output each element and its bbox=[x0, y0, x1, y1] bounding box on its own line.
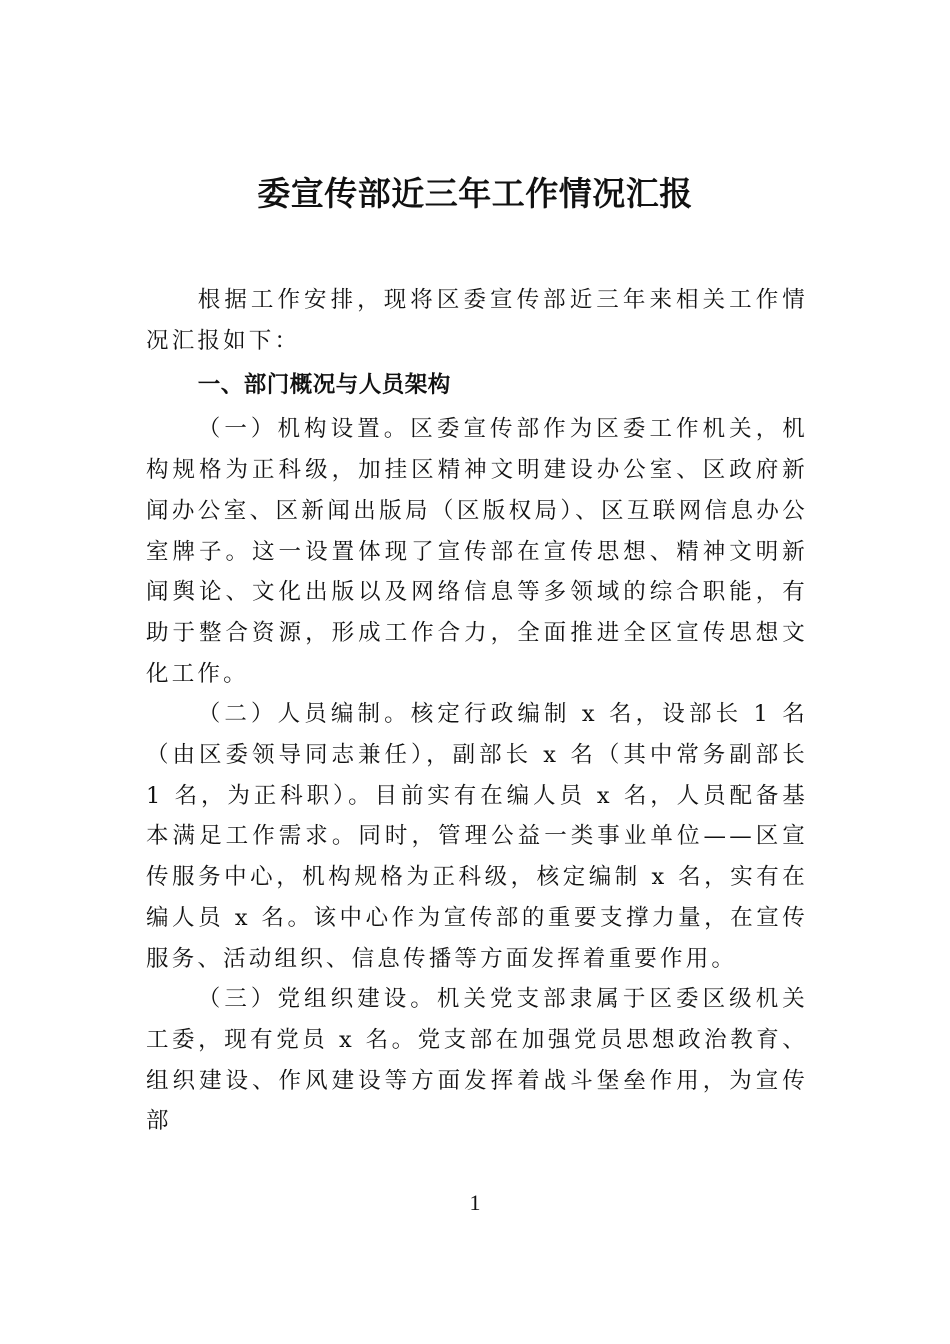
document-body bbox=[146, 280, 808, 1142]
page-number: 1 bbox=[469, 1190, 481, 1215]
paragraph-staffing: （二）人员编制。核定行政编制 x 名，设部长 1 名（由区委领导同志兼任），副部长 x 名（其中常务副部长 1 名，为正科职）。目前实有在编人员 x 名，人员配备基本满足工作需求。同时，管理公益一类事业单位——区宣传服务中心，机构规格为正科级，核定编制 x 名，实有在编人员 x 名。该中心作为宣传部的重要支撑力量，在宣传服务、活动组织、信息传播等方面发挥着重要作用。 bbox=[146, 701, 808, 972]
section-heading: 一、部门概况与人员架构 bbox=[197, 372, 451, 399]
paragraph-organization: （一）机构设置。区委宣传部作为区委工作机关，机构规格为正科级，加挂区精神文明建设办公室、区政府新闻办公室、区新闻出版局（区版权局）、区互联网信息办公室牌子。这一设置体现了宣传部在宣传思想、精神文明新闻舆论、文化出版以及网络信息等多领域的综合职能，有助于整合资源，形成工作合力，全面推进全区宣传思想文化工作。 bbox=[146, 416, 808, 687]
paragraph-party-building: （三）党组织建设。机关党支部隶属于区委区级机关工委，现有党员 x 名。党支部在加强党员思想政治教育、组织建设、作风建设等方面发挥着战斗堡垒作用，为宣传部 bbox=[146, 986, 808, 1135]
document-title: 委宣传部近三年工作情况汇报 bbox=[257, 174, 693, 213]
intro-paragraph: 根据工作安排，现将区委宣传部近三年来相关工作情况汇报如下： bbox=[146, 287, 808, 354]
